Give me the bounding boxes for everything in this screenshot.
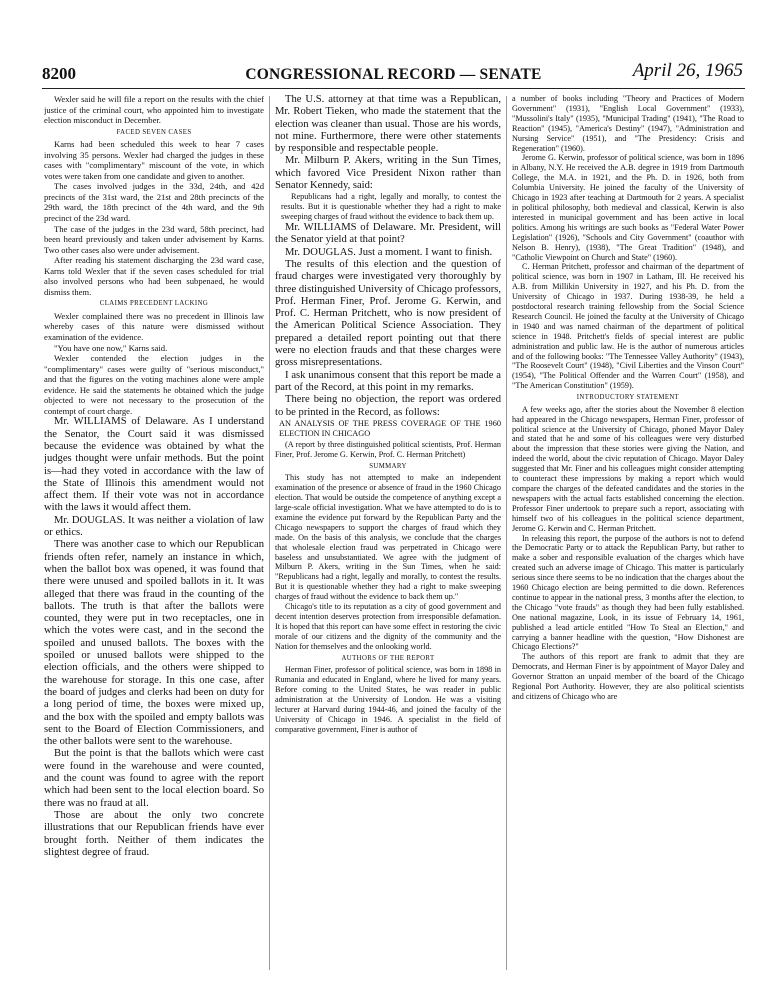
paragraph: There being no objection, the report was ordered to be printed in the Record, as follows: <box>275 394 501 418</box>
subheading: INTRODUCTORY STATEMENT <box>576 394 680 402</box>
paragraph: A few weeks ago, after the stories about the November 8 election had appeared in the Chicago newspapers, Herman Finer, professor of political science at the University of Chicago, phoned Mayor Daley and stated that he and some of his colleagues were very disturbed about the impression that these stories were giving the Nation, and indeed the world, about the civic reputation of Chicago. Mayor Daley suggested that Mr. Finer and his colleagues might consider attempting to counteract these impressions by making a report which would compare the charges of the defeated candidates and the stories in the newspapers with the actual facts established concerning the election. Professor Finer undertook to prepare such a report, associating with himself two of his colleagues in the political science department, Jerome G. Kerwin and C. Herman Pritchett. <box>512 404 744 533</box>
paragraph: Wexler contended the election judges in the "complimentary" cases were guilty of "serious misconduct," and that the figures on the voting machines alone were ample evidence. He said the statements he obtained which the judge objected to were not necessary to the prosecution of the contempt of court charge. <box>44 353 264 416</box>
paragraph: The results of this election and the question of fraud charges were investigated very thoroughly by three distinguished University of Chicago professors, Prof. Herman Finer, Prof. Jerome G. Kerwin, and Prof. C. Herman Pritchett, who is now president of the American Political Science Association. They prepared a detailed report pointing out that there were no election frauds and that these charges were gross misrepresentations. <box>275 258 501 369</box>
issue-date: April 26, 1965 <box>632 60 743 81</box>
column-divider <box>506 96 507 970</box>
paragraph: The case of the judges in the 23d ward, 58th precinct, had been heard previously and taken under advisement by Karns. Two other cases also were under advisement. <box>44 223 264 255</box>
subheading: AUTHORS OF THE REPORT <box>341 654 435 662</box>
paragraph: Mr. WILLIAMS of Delaware. As I understand the Senator, the Court said it was dismissed because the evidence was obtained by what the judges thought were unfair methods. But the point is—had they voted in accordance with the law of the State of Illinois this amendment would not affect them. If their vote was not in accordance with the laws it would affect them. <box>44 416 264 514</box>
paragraph: In releasing this report, the purpose of the authors is not to defend the Democratic Party or to attack the Republican Party, but rather to make a sober and responsible evaluation of the charges which have created such an adverse image of Chicago. This matter is particularly serious since there seems to be no indication that the charges about the 1960 Chicago election are being permitted to die down. References continue to appear in the national press, 3 months after the election, to the Chicago "vote frauds" as though they had been fully established. One national magazine, Look, in its issue of February 14, 1961, published a lead article entitled "How To Steal an Election," and carrying a banner headline with the question, "How Dishonest are Chicago Elections?" <box>512 533 744 652</box>
page-number: 8200 <box>42 64 76 83</box>
paragraph: But the point is that the ballots which were cast were found in the warehouse and were counted, and the count was found to agree with the report which had been sent to the local election board. So there was no fraud at all. <box>44 748 264 809</box>
paragraph: Those are about the only two concrete illustrations that our Republican friends have ever brought forth. Neither of them indicates the slightest degree of fraud. <box>44 809 264 858</box>
column-3 <box>512 94 744 972</box>
paragraph: Chicago's title to its reputation as a city of good government and decent intention deserves protection from irresponsible defamation. It is hoped that this report can have some effect in restoring the civic morale of our citizens and the dignity of the community and the Nation for themselves and the onlooking world. <box>275 602 501 651</box>
paragraph: The U.S. attorney at that time was a Republican, Mr. Robert Tieken, who made the statement that the election was cleaner than usual. Those are his words, not mine. Furthermore, there were other statements by responsible and respectable people. <box>275 94 501 155</box>
paragraph: This study has not attempted to make an independent examination of the presence or absence of fraud in the 1960 Chicago election. That would be outside the competence of anything except a large-scale official investigation. What we have attempted to do is to examine the evidence put forward by the Republican Party and the Chicago newspapers to support the charges of fraud which they made. On the basis of this analysis, we conclude that the charges that wholesale election fraud was perpetrated in Chicago were baseless and unsubstantiated. We agree with the judgment of Milburn P. Akers, writing in the Sun Times, when he said: "Republicans had a right, legally and morally, to contest the results. But it is questionable whether they had a right to make sweeping charges of fraud without the evidence to back them up." <box>275 473 501 602</box>
quotation: Republicans had a right, legally and morally, to contest the results. But it is questionable whether they had a right to make sweeping charges of fraud without the evidence to back them up. <box>281 192 501 222</box>
page-header <box>42 60 745 90</box>
paragraph: Wexler complained there was no precedent in Illinois law whereby cases of this nature were dismissed without examination of the evidence. <box>44 310 264 343</box>
paragraph: Wexler said he will file a report on the results with the chief justice of the criminal court, who appointed him to investigate election misconduct in December. <box>44 94 264 126</box>
paragraph: After reading his statement discharging the 23d ward case, Karns told Wexler that if the seven cases scheduled for trial also involved persons who had been subpenaed, he would dismiss them. <box>44 255 264 297</box>
subheading: SUMMARY <box>369 462 407 470</box>
paragraph: Herman Finer, professor of political science, was born in 1898 in Rumania and educated in England, where he lived for many years. Before coming to the United States, he was reader in public administration at the University of London. He was a visiting lecturer at Harvard during 1944-46, and joined the faculty of the University of Chicago in 1946. A specialist in the field of comparative government, Finer is author of <box>275 665 501 734</box>
header-rule <box>42 88 745 89</box>
paragraph: Mr. Milburn P. Akers, writing in the Sun Times, which favored Vice President Nixon rather than Senator Kennedy, said: <box>275 155 501 192</box>
paragraph: Mr. WILLIAMS of Delaware. Mr. President, will the Senator yield at that point? <box>275 222 501 246</box>
paragraph: "You have one now," Karns said. <box>54 342 168 353</box>
paragraph: (A report by three distinguished political scientists, Prof. Herman Finer, Prof. Jerome G. Kerwin, Prof. C. Herman Pritchett) <box>275 439 501 459</box>
subheading: FACED SEVEN CASES <box>116 128 192 136</box>
paragraph: C. Herman Pritchett, professor and chairman of the department of political science, was born in 1907 in Latham, Ill. He received his A.B. from Millikin University in 1927, and his Ph. D. from the University of Chicago in 1937. During 1938-39, he held a postdoctoral research training fellowship from the Social Science Research Council. He joined the faculty at the University of Chicago in 1940 and was named chairman of the department of political science in 1948. Pritchett's fields of special interest are public administration and public law. He is the author of numerous articles and of the following books: "The Tennessee Valley Authority" (1943), "The Roosevelt Court" (1948), "Civil Liberties and the Vinson Court" (1954), "The Political Offender and the Warren Court" (1958), and "The American Constitution" (1959). <box>512 262 744 391</box>
subheading: CLAIMS PRECEDENT LACKING <box>99 300 209 308</box>
paragraph: There was another case to which our Republican friends often refer, namely an instance in which, when the ballot box was opened, it was found that there were unused and spoiled ballots in it. It was alleged that there was fraud in the counting of the ballots. The truth is that after the ballots were counted, they were put in two receptacles, one in which the votes were cast, and in the second the spoiled and unused ballots. The boxes with the spoiled or unused ballots were shipped to the election officials, and the others were shipped to the warehouse for storage. In this one case, after the board of judges and clerks had been on duty for a long period of time, the boxes were mixed up, and the box with the spoiled and empty ballots was sent to the Board of Election Commissioners, and the other ballots were sent to the warehouse. <box>44 539 264 748</box>
paragraph: The authors of this report are frank to admit that they are Democrats, and Herman Finer is by appointment of Mayor Daley and Governor Stratton an unpaid member of the board of the Chicago Regional Port Authority. However, they are also political scientists and citizens of Chicago who are <box>512 652 744 702</box>
column-1 <box>44 94 264 972</box>
paragraph: Mr. DOUGLAS. Just a moment. I want to finish. <box>285 246 493 258</box>
publication-title: CONGRESSIONAL RECORD — SENATE <box>245 66 542 83</box>
paragraph: Karns had been scheduled this week to hear 7 cases involving 35 persons. Wexler had charged the judges in these cases with "complimentary" miscount of the vote, in which votes were taken from one candidate and given to another. <box>44 139 264 181</box>
column-2 <box>275 94 501 972</box>
paragraph: a number of books including "Theory and Practices of Modern Government" (1931), "English Local Government" (1933), "Mussolini's Italy" (1935), "Municipal Trading" (1941), "The Road to Reaction" (1945), "America's Destiny" (1947), "Administration and Nursing Service" (1951), and "The Presidency: Crisis and Regeneration" (1960). <box>512 94 744 153</box>
report-title: AN ANALYSIS OF THE PRESS COVERAGE OF THE 1960 ELECTION IN CHICAGO <box>279 418 501 439</box>
paragraph: The cases involved judges in the 33d, 24th, and 42d precincts of the 31st ward, the 21st and 28th precincts of the 29th ward, the 18th precinct of the 4th ward, and the 9th precinct of the 23d ward. <box>44 181 264 224</box>
paragraph: I ask unanimous consent that this report be made a part of the Record, at this point in my remarks. <box>275 369 501 393</box>
column-divider <box>269 96 270 970</box>
paragraph: Jerome G. Kerwin, professor of political science, was born in 1896 in Albany, N.Y. He received the A.B. degree in 1919 from Dartmouth College, the M.A. in 1921, and the Ph. D. in 1926, both from Columbia University. He joined the faculty of the University of Chicago in 1923 after teaching at Dartmouth for 2 years. A specialist in political philosophy, both medieval and classical, Kerwin is also interested in municipal government and has been active in local politics. Among his writings are such books as "Federal Water Power Legislation" (1926), "Schools and City Government" (coauthor with Nelson B. Henry), (1938), "The Great Tradition" (1948), and "Catholic Viewpoint on Church and State" (1960). <box>512 153 744 262</box>
paragraph: Mr. DOUGLAS. It was neither a violation of law or ethics. <box>44 514 264 539</box>
